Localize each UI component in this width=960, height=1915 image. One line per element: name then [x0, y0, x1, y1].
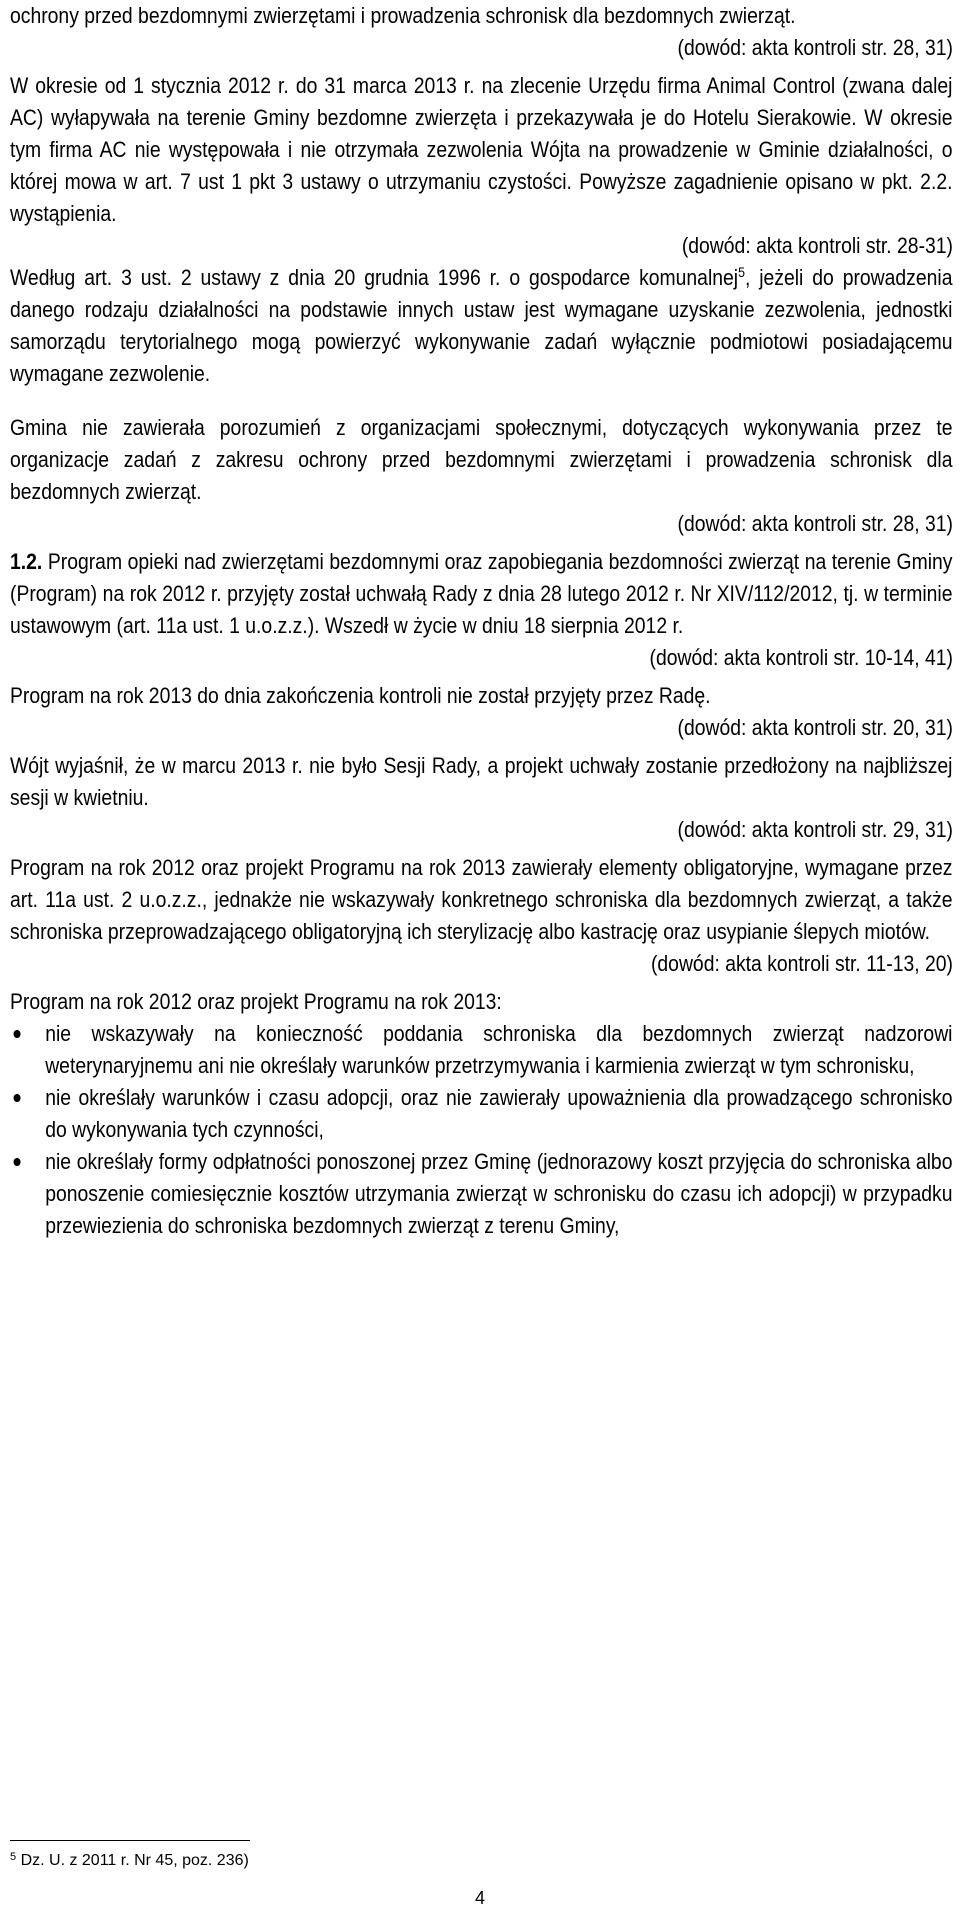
- paragraph-text: , jeżeli do prowadzenia danego rodzaju działalności na podstawie innych ustaw jest wymagane uzyskanie zezwolenia, jednostki samorządu terytorialnego mogą powierzyć wykonywanie zadań wyłącznie podmiotowi posiadającemu wymagane zezwolenie.: [10, 265, 953, 386]
- evidence-reference: (dowód: akta kontroli str. 28-31): [681, 233, 953, 258]
- footnote-reference: 5: [738, 264, 745, 280]
- list-item-text: nie wskazywały na konieczność poddania schroniska dla bezdomnych zwierząt nadzorowi weterynaryjnemu ani nie określały warunków przetrzymywania i karmienia zwierząt w tym schronisku,: [45, 1021, 953, 1078]
- evidence-reference: (dowód: akta kontroli str. 20, 31): [677, 715, 953, 740]
- evidence-reference: (dowód: akta kontroli str. 28, 31): [677, 511, 953, 536]
- paragraph: Wójt wyjaśnił, że w marcu 2013 r. nie było Sesji Rady, a projekt uchwały zostanie przedłożony na najbliższej sesji w kwietniu.: [10, 753, 953, 810]
- evidence-reference: (dowód: akta kontroli str. 11-13, 20): [650, 951, 953, 976]
- list-item: [10, 1146, 952, 1242]
- bullet-icon: [14, 1030, 21, 1038]
- evidence-reference: (dowód: akta kontroli str. 28, 31): [677, 35, 953, 60]
- paragraph-with-footnote: [10, 262, 952, 390]
- paragraph: Gmina nie zawierała porozumień z organizacjami społecznymi, dotyczących wykonywania przez te organizacje zadań z zakresu ochrony przed bezdomnymi zwierzętami i prowadzenia schronisk dla bezdomnych zwierząt.: [10, 415, 953, 504]
- bullet-icon: [14, 1094, 21, 1102]
- bullet-list-wrapper: [10, 1018, 952, 1242]
- document-body: [10, 0, 953, 1242]
- list-item: [10, 1082, 952, 1146]
- paragraph: Program na rok 2012 oraz projekt Programu na rok 2013:: [10, 989, 502, 1014]
- section-paragraph: [10, 546, 952, 642]
- list-item-text: nie określały warunków i czasu adopcji, oraz nie zawierały upoważnienia dla prowadzącego schronisko do wykonywania tych czynności,: [45, 1085, 953, 1142]
- footnote-marker: 5: [10, 1851, 17, 1863]
- footnote-text: Dz. U. z 2011 r. Nr 45, poz. 236): [16, 1852, 249, 1869]
- paragraph: ochrony przed bezdomnymi zwierzętami i prowadzenia schronisk dla bezdomnych zwierząt.: [10, 3, 796, 28]
- bullet-icon: [14, 1158, 21, 1166]
- paragraph: Program na rok 2013 do dnia zakończenia kontroli nie został przyjęty przez Radę.: [10, 683, 711, 708]
- paragraph: W okresie od 1 stycznia 2012 r. do 31 marca 2013 r. na zlecenie Urzędu firma Animal Control (zwana dalej AC) wyłapywała na terenie Gminy bezdomne zwierzęta i przekazywała je do Hotelu Sierakowie. W okresie tym firma AC nie występowała i nie otrzymała zezwolenia Wójta na prowadzenie w Gminie działalności, o której mowa w art. 7 ust 1 pkt 3 ustawy o utrzymaniu czystości. Powyższe zagadnienie opisano w pkt. 2.2. wystąpienia.: [10, 73, 953, 226]
- list-item: [10, 1018, 952, 1082]
- section-number: 1.2.: [10, 549, 43, 574]
- paragraph: Program na rok 2012 oraz projekt Programu na rok 2013 zawierały elementy obligatoryjne, wymagane przez art. 11a ust. 2 u.o.z.z., jednakże nie wskazywały konkretnego schroniska dla bezdomnych zwierząt, a także schroniska przeprowadzającego obligatoryjną ich sterylizację albo kastrację oraz usypianie ślepych miotów.: [10, 855, 953, 944]
- paragraph-text: Program opieki nad zwierzętami bezdomnymi oraz zapobiegania bezdomności zwierząt na terenie Gminy (Program) na rok 2012 r. przyjęty został uchwałą Rady z dnia 28 lutego 2012 r. Nr XIV/112/2012, tj. w terminie ustawowym (art. 11a ust. 1 u.o.z.z.). Wszedł w życie w dniu 18 sierpnia 2012 r.: [10, 549, 953, 638]
- bullet-list: [10, 1018, 952, 1242]
- footnote-separator: [10, 1840, 250, 1841]
- evidence-reference: (dowód: akta kontroli str. 29, 31): [677, 817, 953, 842]
- page-number: 4: [474, 1888, 485, 1908]
- footnote: [10, 1852, 249, 1870]
- evidence-reference: (dowód: akta kontroli str. 10-14, 41): [649, 645, 953, 670]
- paragraph-text: Według art. 3 ust. 2 ustawy z dnia 20 grudnia 1996 r. o gospodarce komunalnej: [10, 265, 739, 290]
- list-item-text: nie określały formy odpłatności ponoszonej przez Gminę (jednorazowy koszt przyjęcia do schroniska albo ponoszenie comiesięcznie kosztów utrzymania zwierząt w schronisku do czasu ich adopcji) w przypadku przewiezienia do schroniska bezdomnych zwierząt z terenu Gminy,: [45, 1149, 953, 1238]
